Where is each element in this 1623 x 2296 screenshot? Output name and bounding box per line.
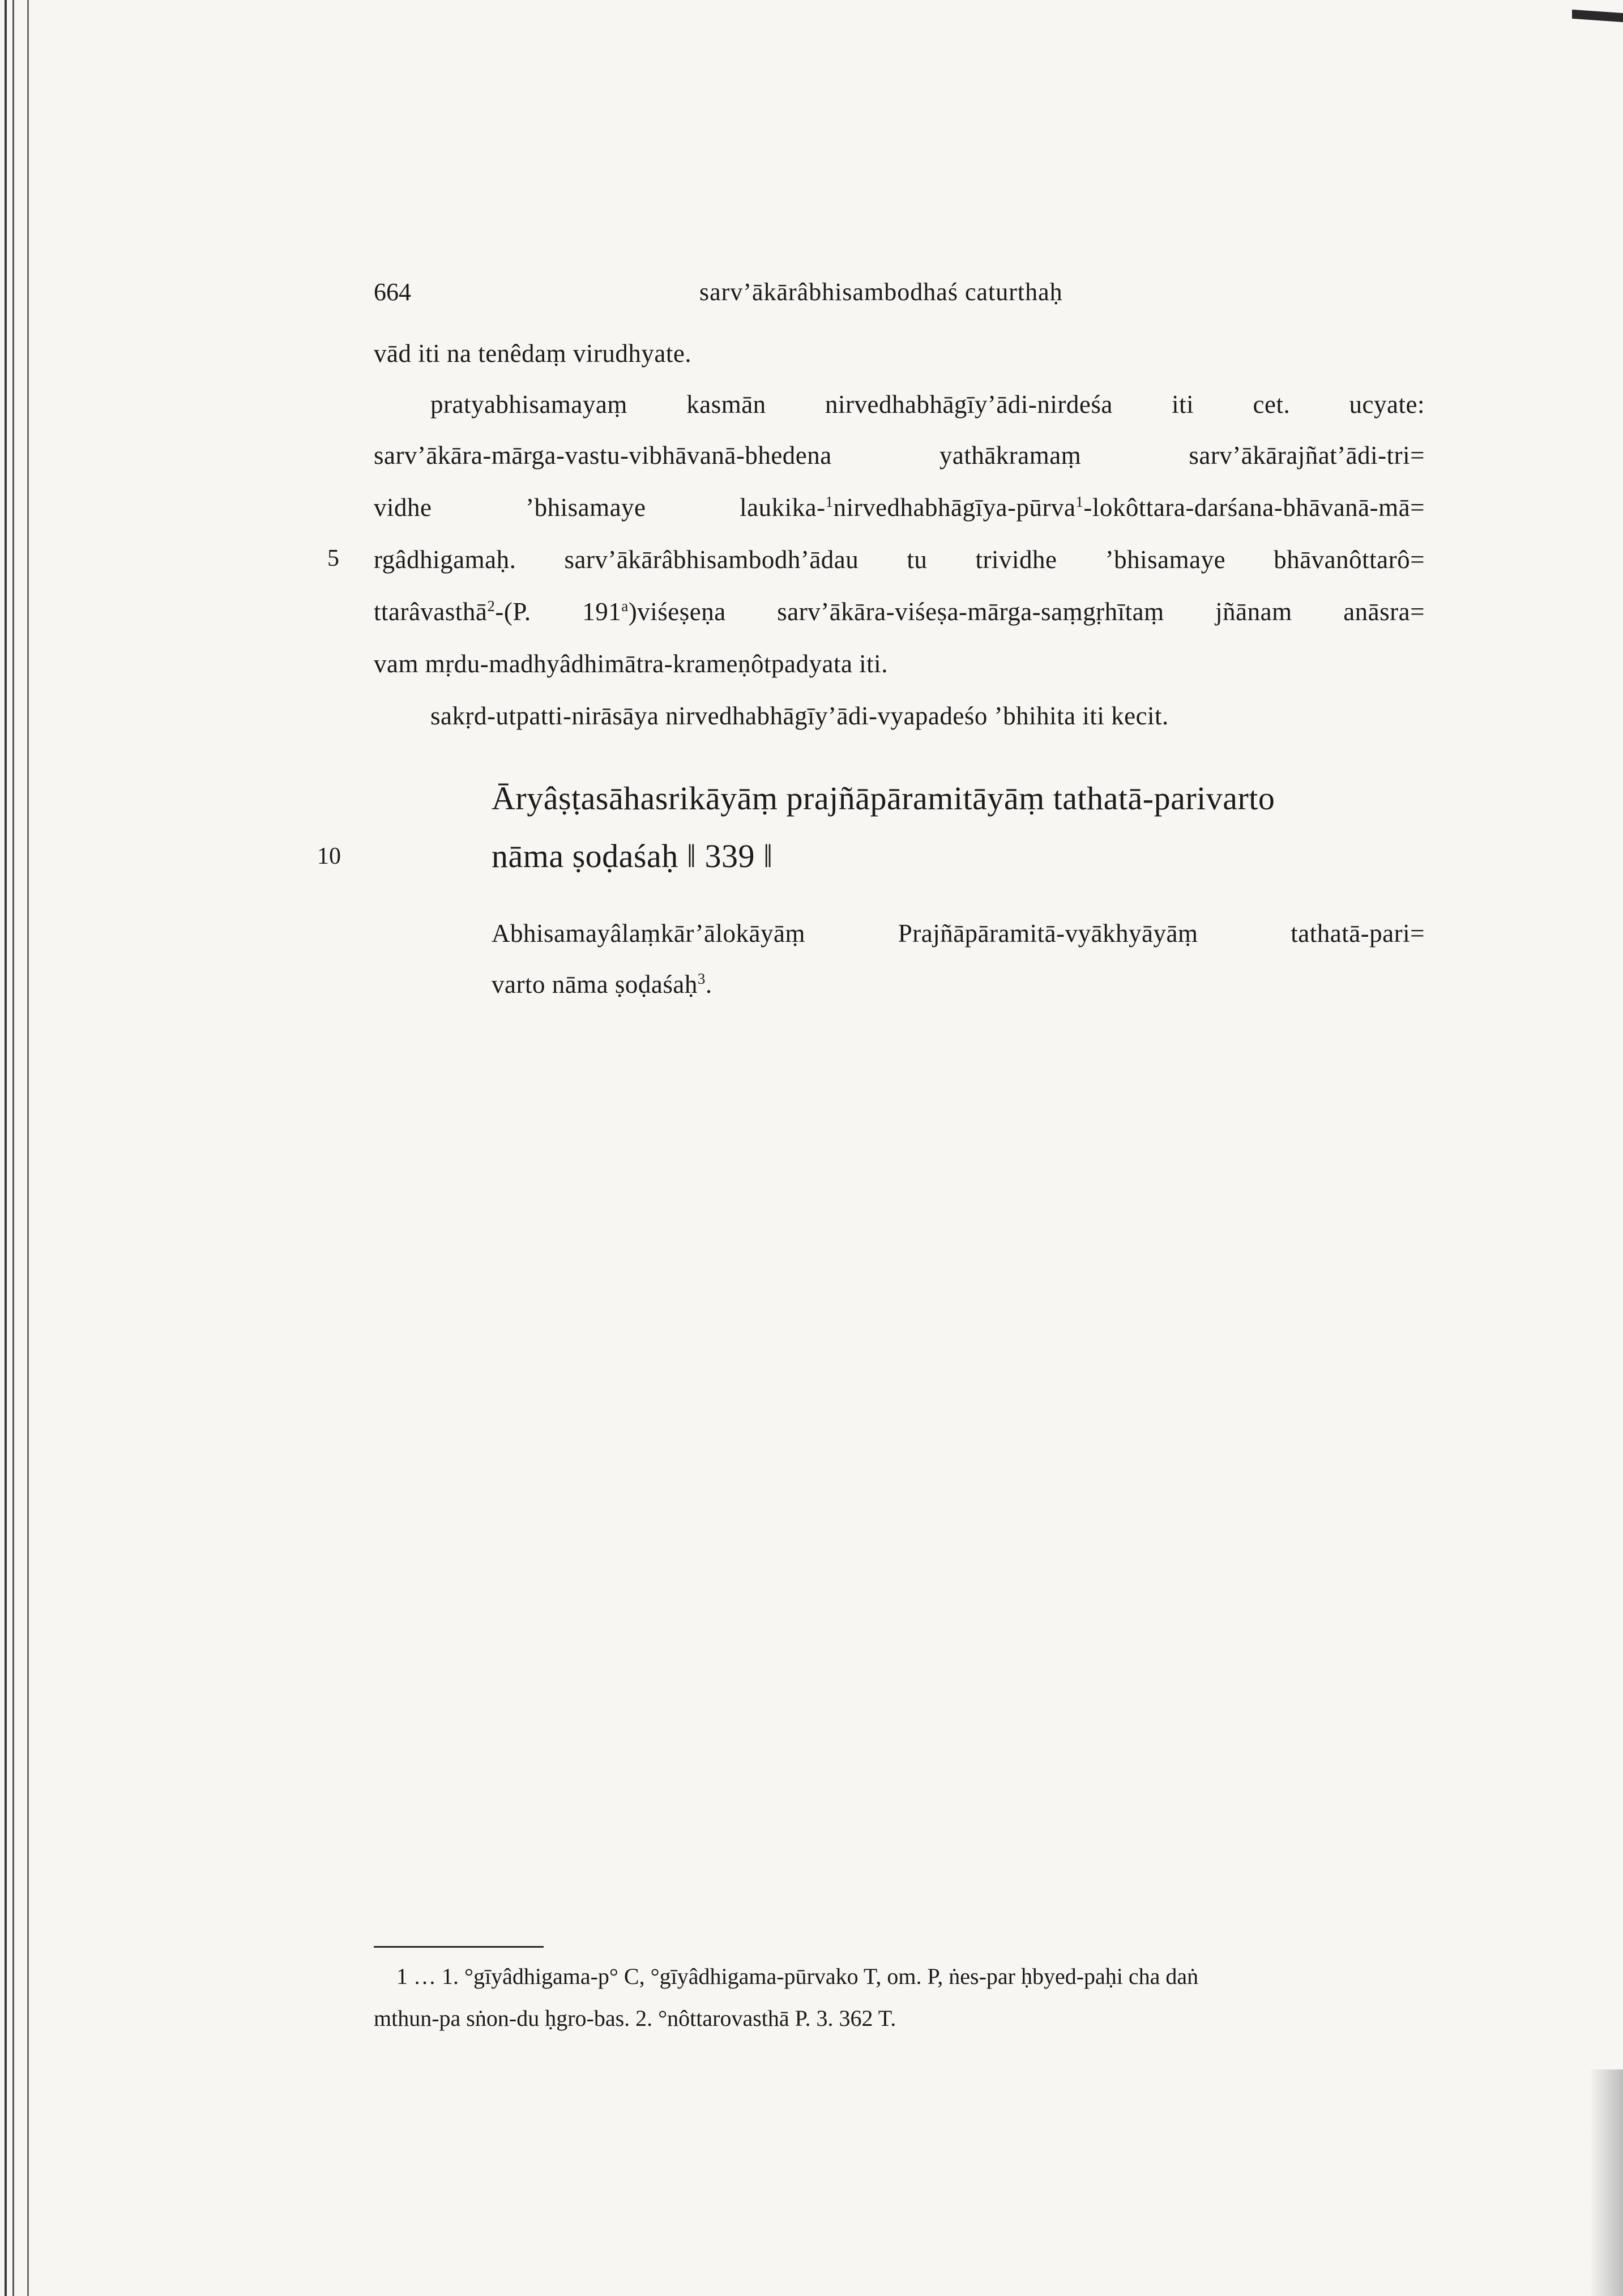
folio-side-marker: a: [621, 598, 629, 614]
footnote-marker: 1: [1075, 493, 1084, 510]
body-text-segment: vidhe ’bhisamaye laukika-: [374, 493, 826, 522]
closing-text: .: [705, 970, 712, 998]
body-line: rgâdhigamaḥ. sarv’ākārâbhisambodh’ādau tu trividhe ’bhisamaye bhāvanôttarô=: [374, 545, 1425, 574]
line-number: 5: [327, 545, 339, 571]
body-line: pratyabhisamayaṃ kasmān nirvedhabhāgīy’ādi-nirdeśa iti cet. ucyate:: [430, 390, 1425, 419]
body-text-segment: -lokôttara-darśana-bhāvanā-mā=: [1083, 493, 1425, 522]
footnote-marker: 3: [697, 970, 706, 987]
body-text-segment: ttarâvasthā: [374, 598, 488, 626]
binding-edge-line: [5, 0, 7, 2296]
binding-edge-line: [27, 0, 29, 2296]
scan-edge-shadow: [1589, 2069, 1623, 2296]
colophon-line: Āryâṣṭasāhasrikāyāṃ prajñāpāramitāyāṃ tathatā-parivarto: [492, 780, 1275, 817]
closing-line: [492, 970, 712, 999]
body-text-segment: nirvedhabhāgīya-pūrva: [833, 493, 1076, 522]
body-text-segment: )viśeṣeṇa sarv’ākāra-viśeṣa-mārga-saṃgṛhītaṃ jñānam anāsra=: [628, 598, 1425, 626]
footnote-line: mthun-pa sṅon-du ḥgro-bas. 2. °nôttarovasthā P. 3. 362 T.: [374, 2005, 896, 2031]
scan-corner-mark: [1572, 10, 1623, 22]
line-number: 10: [317, 843, 341, 869]
footnote-rule: [374, 1946, 544, 1948]
footnote-marker: 2: [487, 598, 496, 614]
body-line: sarv’ākāra-mārga-vastu-vibhāvanā-bhedena yathākramaṃ sarv’ākārajñat’ādi-tri=: [374, 441, 1425, 470]
footnote-line: 1 … 1. °gīyâdhigama-p° C, °gīyâdhigama-pūrvako T, om. P, ṅes-par ḥbyed-paḥi cha daṅ: [396, 1964, 1199, 1989]
body-line: sakṛd-utpatti-nirāsāya nirvedhabhāgīy’ādi-vyapadeśo ’bhihita iti kecit.: [430, 702, 1169, 730]
binding-edge-line: [12, 0, 14, 2296]
colophon-line: nāma ṣoḍaśaḥ ‖ 339 ‖: [492, 838, 773, 874]
running-head: sarv’ākārâbhisambodhaś caturthaḥ: [699, 278, 1063, 306]
page-number: 664: [374, 278, 411, 306]
closing-line: Abhisamayâlaṃkār’ālokāyāṃ Prajñāpāramitā-vyākhyāyāṃ tathatā-pari=: [492, 919, 1425, 948]
body-line: vam mṛdu-madhyâdhimātra-krameṇôtpadyata iti.: [374, 650, 888, 678]
body-text-segment: -(P. 191: [495, 598, 622, 626]
closing-text: varto nāma ṣoḍaśaḥ: [492, 970, 698, 998]
footnote-marker: 1: [825, 493, 834, 510]
body-line: [374, 597, 1425, 626]
body-line: [374, 493, 1425, 522]
body-line: vād iti na tenêdaṃ virudhyate.: [374, 339, 692, 368]
